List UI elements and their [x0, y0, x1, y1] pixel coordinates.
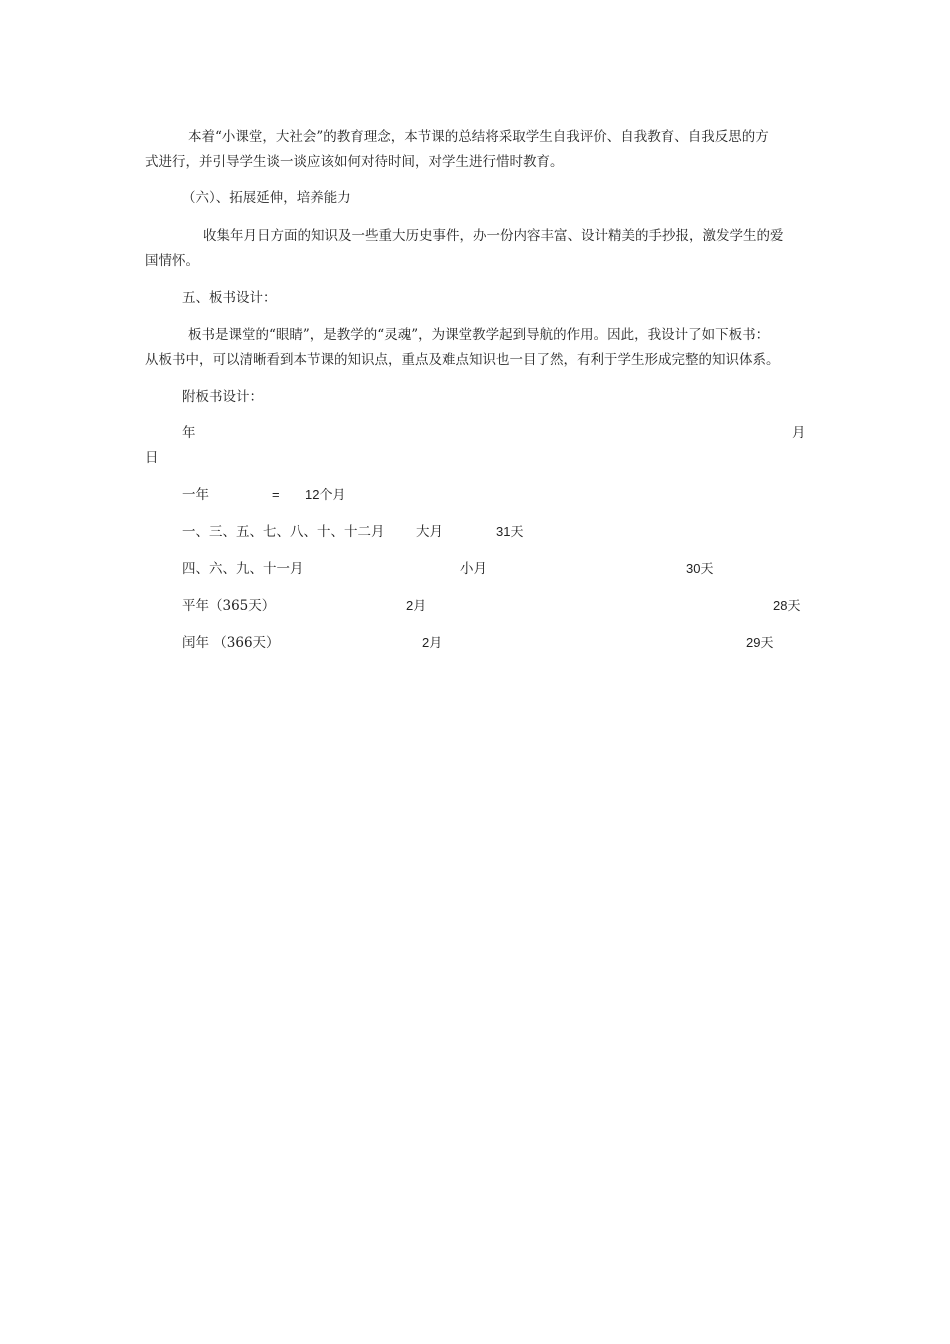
board-row3-label: 四、六、九、十一月 — [182, 561, 304, 577]
board-row5-month: 2月 — [422, 635, 443, 650]
board-row1-value: 12个月 — [305, 487, 346, 502]
board-row5-label: 闰年 （366天） — [182, 635, 280, 651]
board-title-day: 日 — [145, 450, 159, 466]
board-row2-label: 一、三、五、七、八、十、十二月 — [182, 524, 385, 540]
board-row5-days: 29天 — [746, 635, 774, 650]
board-row2-days: 31天 — [496, 524, 524, 539]
paragraph-summary-line2: 式进行，并引导学生谈一谈应该如何对待时间，对学生进行惜时教育。 — [145, 154, 564, 170]
board-row4-days: 28天 — [773, 598, 801, 613]
board-row4-month: 2月 — [406, 598, 427, 613]
heading-board-design: 五、板书设计： — [182, 290, 277, 306]
paragraph-extension-line2: 国情怀。 — [145, 253, 199, 269]
board-row3-type: 小月 — [460, 561, 487, 577]
appendix-label: 附板书设计： — [182, 389, 263, 405]
board-row2-type: 大月 — [416, 524, 443, 540]
board-row3-days: 30天 — [686, 561, 714, 576]
paragraph-extension-line1: 收集年月日方面的知识及一些重大历史事件，办一份内容丰富、设计精美的手抄报，激发学生的爱 — [203, 228, 784, 244]
paragraph-board-line2: 从板书中，可以清晰看到本节课的知识点，重点及难点知识也一目了然，有利于学生形成完整的知识体系。 — [145, 352, 780, 368]
board-title-year: 年 — [182, 425, 196, 441]
board-row4-label: 平年（365天） — [182, 598, 276, 614]
paragraph-board-line1: 板书是课堂的“眼睛”，是教学的“灵魂”，为课堂教学起到导航的作用。因此，我设计了如下板书： — [188, 327, 770, 343]
board-row1-label: 一年 — [182, 487, 209, 503]
board-title-month: 月 — [792, 425, 806, 441]
paragraph-summary-line1: 本着“小课堂，大社会”的教育理念，本节课的总结将采取学生自我评价、自我教育、自我反思的方 — [188, 129, 769, 145]
board-row1-equals: = — [272, 487, 280, 502]
heading-extension: （六）、拓展延伸，培养能力 — [182, 190, 351, 206]
